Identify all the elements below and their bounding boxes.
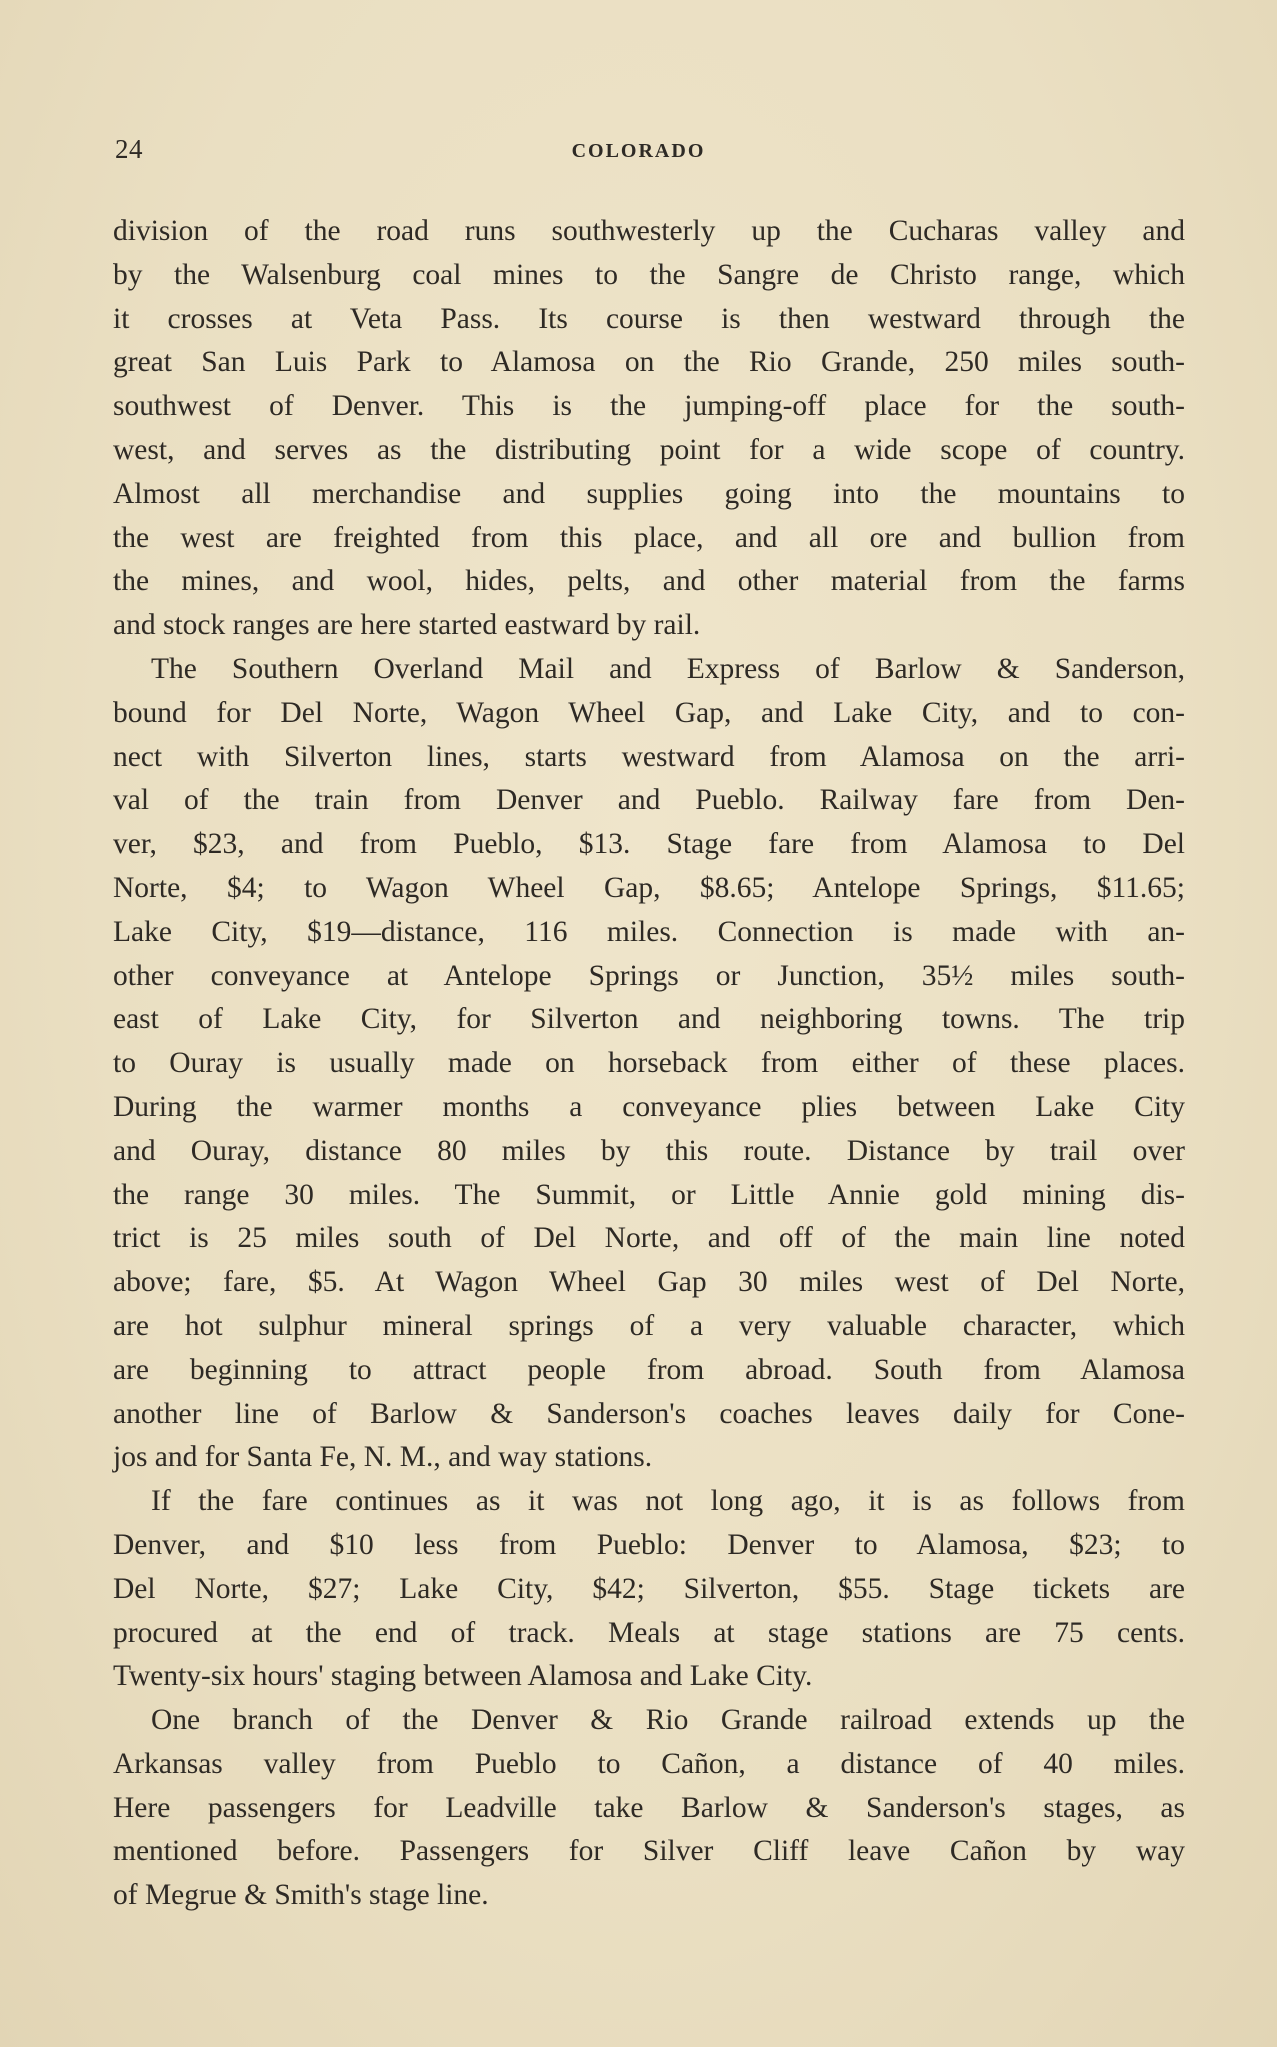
text-line: jos and for Santa Fe, N. M., and way stations. — [113, 1441, 653, 1474]
text-line: by the Walsenburg coal mines to the Sangre de Christo range, which — [113, 258, 1185, 291]
text-line: another line of Barlow & Sanderson's coaches leaves daily for Cone- — [113, 1397, 1185, 1430]
text-line: bound for Del Norte, Wagon Wheel Gap, and Lake City, and to con- — [113, 696, 1185, 729]
text-line: east of Lake City, for Silverton and neighboring towns. The trip — [113, 1003, 1185, 1036]
text-line: the west are freighted from this place, and all ore and bullion from — [113, 521, 1185, 554]
text-line: the range 30 miles. The Summit, or Little Annie gold mining dis- — [113, 1178, 1185, 1211]
text-line: division of the road runs southwesterly up the Cucharas valley and — [113, 215, 1185, 247]
text-line: Arkansas valley from Pueblo to Cañon, a distance of 40 miles. — [113, 1747, 1185, 1780]
text-line: to Ouray is usually made on horseback from either of these places. — [113, 1047, 1185, 1080]
body-text — [113, 210, 1185, 1918]
text-line: other conveyance at Antelope Springs or Junction, 35½ miles south- — [113, 959, 1185, 992]
text-line: trict is 25 miles south of Del Norte, and off of the main line noted — [113, 1222, 1185, 1255]
text-line: Denver, and $10 less from Pueblo: Denver to Alamosa, $23; to — [113, 1528, 1185, 1561]
text-line: of Megrue & Smith's stage line. — [113, 1879, 489, 1912]
text-line: are beginning to attract people from abroad. South from Alamosa — [113, 1353, 1185, 1386]
text-line: Norte, $4; to Wagon Wheel Gap, $8.65; Antelope Springs, $11.65; — [113, 871, 1185, 904]
text-line: Twenty-six hours' staging between Alamosa and Lake City. — [113, 1660, 813, 1693]
page-number: 24 — [115, 134, 143, 164]
text-line: Almost all merchandise and supplies going into the mountains to — [113, 477, 1185, 510]
text-line: Del Norte, $27; Lake City, $42; Silverton, $55. Stage tickets are — [113, 1572, 1185, 1605]
text-line: the mines, and wool, hides, pelts, and other material from the farms — [113, 565, 1185, 598]
text-line: ver, $23, and from Pueblo, $13. Stage fare from Alamosa to Del — [113, 828, 1185, 861]
text-line: procured at the end of track. Meals at stage stations are 75 cents. — [113, 1616, 1185, 1649]
text-line: nect with Silverton lines, starts westward from Alamosa on the arri- — [113, 740, 1185, 773]
text-line: Here passengers for Leadville take Barlow & Sanderson's stages, as — [113, 1791, 1185, 1824]
text-line: val of the train from Denver and Pueblo. Railway fare from Den- — [113, 784, 1185, 817]
text-line: The Southern Overland Mail and Express of Barlow & Sanderson, — [151, 652, 1185, 685]
text-line: and Ouray, distance 80 miles by this route. Distance by trail over — [113, 1134, 1185, 1167]
running-title: COLORADO — [571, 140, 706, 162]
text-line: southwest of Denver. This is the jumping-off place for the south- — [113, 390, 1185, 423]
text-line: great San Luis Park to Alamosa on the Rio Grande, 250 miles south- — [113, 346, 1185, 379]
text-line: One branch of the Denver & Rio Grande railroad extends up the — [151, 1704, 1185, 1737]
text-line: Lake City, $19—distance, 116 miles. Connection is made with an- — [113, 915, 1185, 948]
text-line: are hot sulphur mineral springs of a very valuable character, which — [113, 1309, 1185, 1342]
text-line: mentioned before. Passengers for Silver Cliff leave Cañon by way — [113, 1835, 1185, 1868]
text-line: it crosses at Veta Pass. Its course is then westward through the — [113, 302, 1185, 335]
text-line: west, and serves as the distributing point for a wide scope of country. — [113, 433, 1185, 466]
text-line: above; fare, $5. At Wagon Wheel Gap 30 miles west of Del Norte, — [113, 1266, 1185, 1299]
text-line: and stock ranges are here started eastward by rail. — [113, 609, 701, 642]
text-line: If the fare continues as it was not long ago, it is as follows from — [151, 1485, 1185, 1518]
text-line: During the warmer months a conveyance plies between Lake City — [113, 1090, 1185, 1123]
